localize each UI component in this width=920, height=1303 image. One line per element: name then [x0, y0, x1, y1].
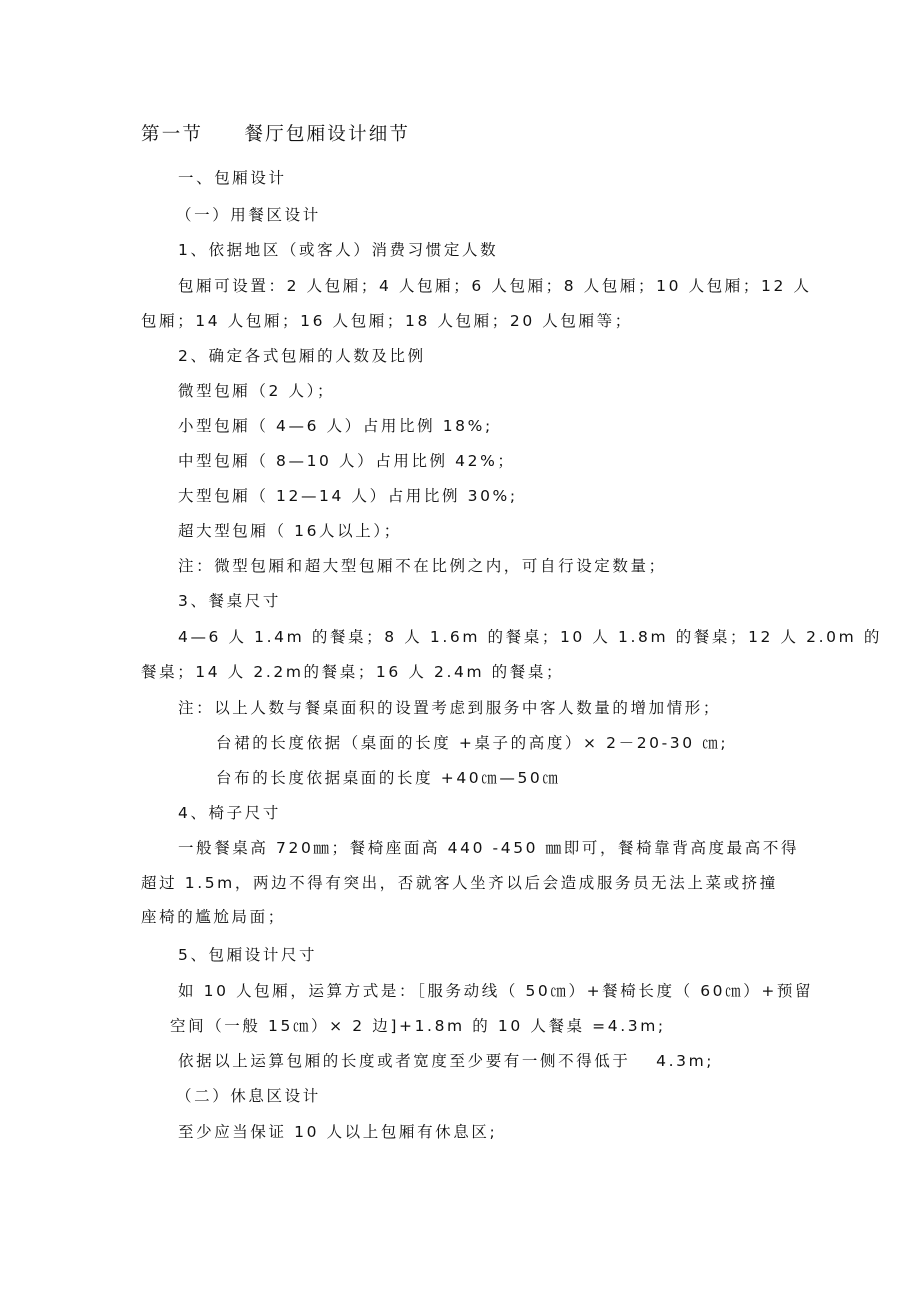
- paragraph-line: 大型包厢（ 12—14 人）占用比例 30%;: [178, 487, 518, 505]
- note-line: 注：以上人数与餐桌面积的设置考虑到服务中客人数量的增加情形；: [178, 699, 722, 717]
- paragraph-line: 依据以上运算包厢的长度或者宽度至少要有一侧不得低于 4.3m;: [178, 1052, 715, 1070]
- paragraph-line: 台裙的长度依据（桌面的长度 +桌子的高度）× 2－20-30 ㎝;: [216, 734, 729, 752]
- paragraph-line: 座椅的尴尬局面；: [141, 908, 286, 926]
- paragraph-line: 空间（一般 15㎝）× 2 边]+1.8m 的 10 人餐桌 =4.3m;: [170, 1017, 666, 1035]
- paragraph-line: 微型包厢（2 人）；: [178, 382, 336, 400]
- paragraph-line: 台布的长度依据桌面的长度 +40㎝—50㎝: [216, 769, 561, 787]
- paragraph-line: 中型包厢（ 8—10 人）占用比例 42%；: [178, 452, 516, 470]
- paragraph-line: 超大型包厢（ 16人以上）；: [178, 522, 402, 540]
- paragraph-line: 如 10 人包厢，运算方式是：［服务动线（ 50㎝）+餐椅长度（ 60㎝）+预留: [178, 982, 814, 1000]
- item-5-heading: 5、包厢设计尺寸: [178, 946, 318, 964]
- paragraph-line: 餐桌；14 人 2.2m的餐桌；16 人 2.4m 的餐桌；: [141, 663, 565, 681]
- item-4-heading: 4、椅子尺寸: [178, 804, 281, 822]
- item-2-heading: 2、确定各式包厢的人数及比例: [178, 347, 426, 365]
- paragraph-line: 小型包厢（ 4—6 人）占用比例 18%;: [178, 417, 493, 435]
- paragraph-line: 4—6 人 1.4m 的餐桌；8 人 1.6m 的餐桌；10 人 1.8m 的餐桌；12 人 2.0m 的: [178, 628, 882, 646]
- item-3-heading: 3、餐桌尺寸: [178, 592, 281, 610]
- subheading-rest-area: （二）休息区设计: [176, 1087, 321, 1105]
- subheading-dining-area: （一）用餐区设计: [176, 206, 321, 224]
- paragraph-line: 包厢；14 人包厢；16 人包厢；18 人包厢；20 人包厢等；: [141, 312, 633, 330]
- paragraph-line: 一般餐桌高 720㎜；餐椅座面高 440 -450 ㎜即可，餐椅靠背高度最高不得: [178, 839, 800, 857]
- paragraph-line: 至少应当保证 10 人以上包厢有休息区;: [178, 1123, 498, 1141]
- item-1-heading: 1、依据地区（或客人）消费习惯定人数: [178, 241, 499, 259]
- note-line: 注：微型包厢和超大型包厢不在比例之内，可自行设定数量；: [178, 557, 667, 575]
- paragraph-line: 包厢可设置：2 人包厢；4 人包厢；6 人包厢；8 人包厢；10 人包厢；12 人: [178, 277, 812, 295]
- heading-booth-design: 一、包厢设计: [178, 169, 287, 187]
- section-title: 第一节 餐厅包厢设计细节: [141, 124, 411, 145]
- paragraph-line: 超过 1.5m，两边不得有突出，否就客人坐齐以后会造成服务员无法上菜或挤撞: [141, 874, 778, 892]
